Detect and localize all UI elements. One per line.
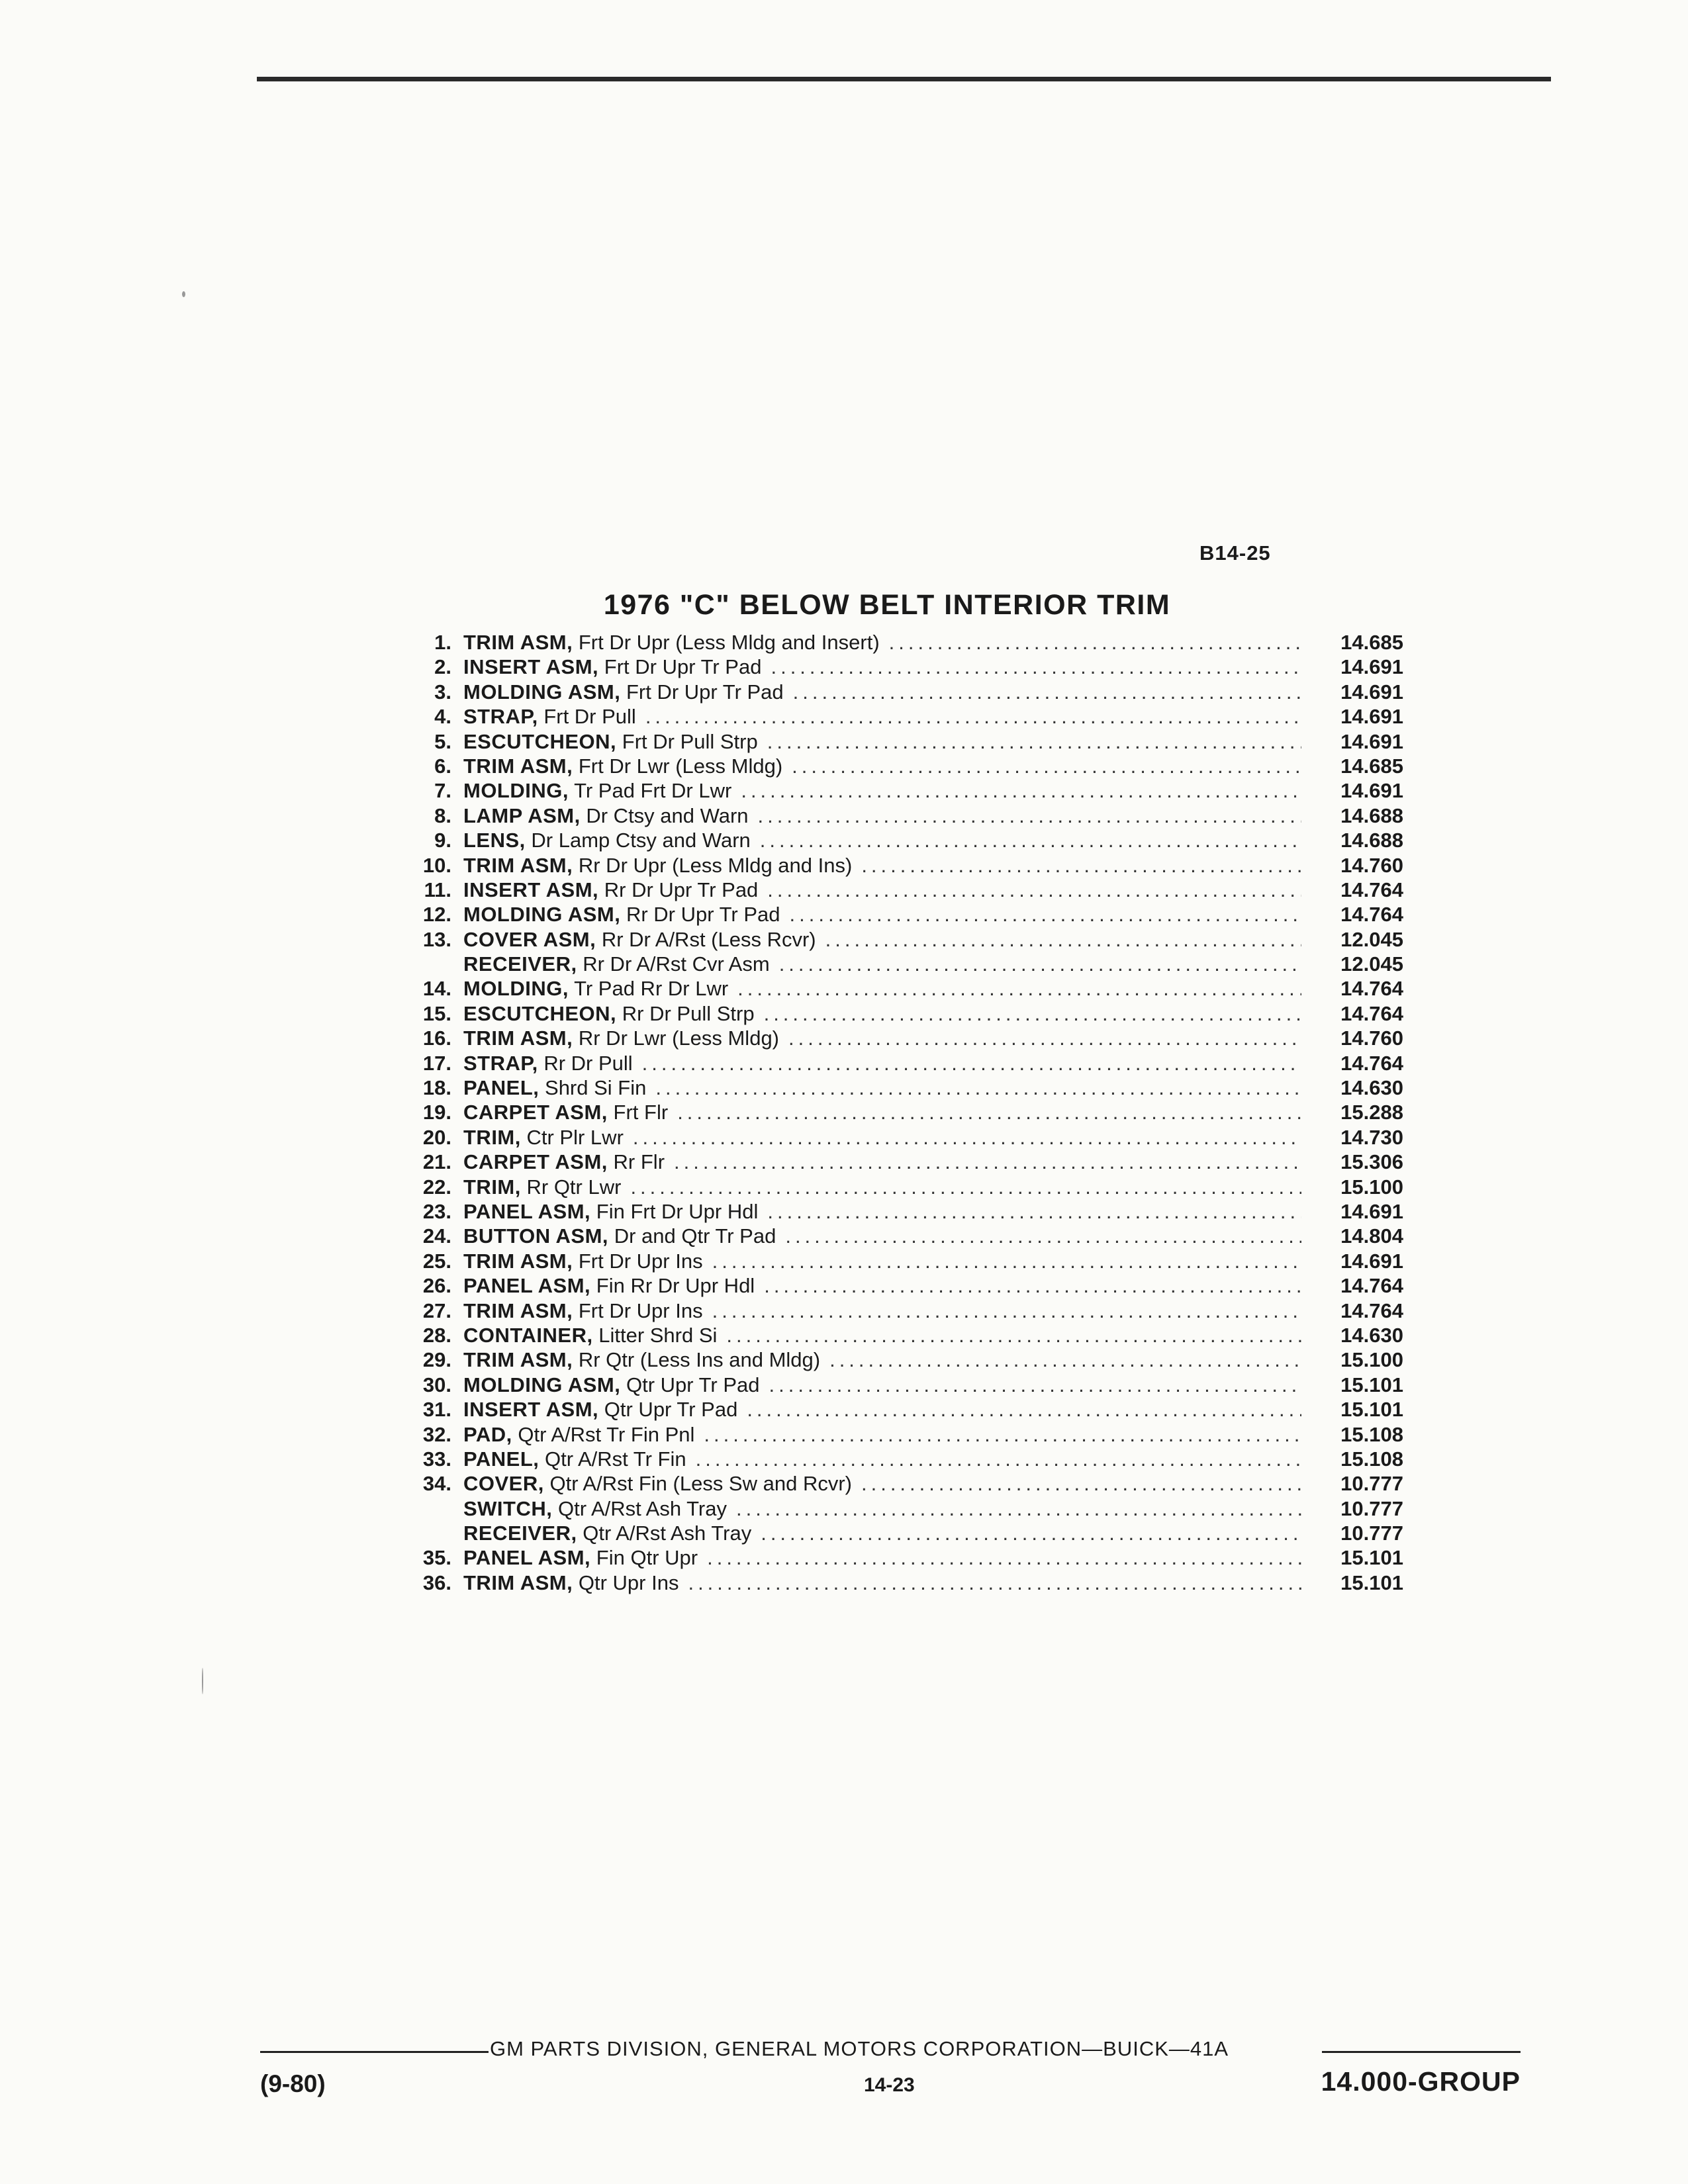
part-detail: Rr Dr A/Rst Cvr Asm: [583, 952, 770, 976]
leader-dots: [790, 902, 1302, 927]
part-description: [463, 1125, 624, 1150]
group-code: 14.685: [1340, 631, 1403, 654]
part-detail: Rr Flr: [613, 1150, 665, 1174]
part-detail: Qtr Upr Tr Pad: [604, 1398, 738, 1422]
group-code: 14.691: [1340, 1199, 1403, 1223]
part-detail: Rr Qtr Lwr: [526, 1175, 622, 1199]
part-detail: Shrd Si Fin: [545, 1076, 647, 1100]
part-description: [463, 902, 780, 927]
part-detail: Qtr Upr Ins: [578, 1570, 679, 1594]
part-row: [397, 1570, 1403, 1595]
part-name: PANEL,: [463, 1447, 539, 1471]
leader-dots: [764, 1001, 1301, 1026]
leader-dots: [674, 1150, 1301, 1174]
part-row: [397, 680, 1403, 704]
part-name: INSERT ASM,: [463, 655, 599, 679]
group-code: 15.101: [1340, 1570, 1403, 1594]
leader-dots: [736, 1496, 1301, 1521]
leader-dots: [747, 1397, 1301, 1422]
part-name: TRIM ASM,: [463, 1026, 573, 1050]
leader-dots: [655, 1075, 1301, 1100]
leader-dots: [741, 778, 1301, 803]
part-name: COVER ASM,: [463, 927, 596, 951]
leader-dots: [769, 1373, 1301, 1397]
group-code: 14.764: [1340, 1274, 1403, 1298]
part-row: [397, 630, 1403, 655]
leader-dots: [889, 630, 1301, 655]
part-name: TRIM ASM,: [463, 1249, 573, 1273]
part-detail: Qtr A/Rst Tr Fin Pnl: [518, 1422, 695, 1446]
part-detail: Fin Qtr Upr: [596, 1546, 698, 1570]
part-description: [463, 927, 816, 952]
group-code: 10.777: [1340, 1522, 1403, 1545]
part-name: PANEL ASM,: [463, 1546, 591, 1570]
parts-list: [397, 630, 1403, 1595]
part-number: 24.: [422, 1224, 451, 1248]
part-row: [397, 1125, 1403, 1150]
part-detail: Qtr A/Rst Tr Fin: [545, 1447, 686, 1471]
part-name: STRAP,: [463, 1051, 538, 1075]
leader-dots: [696, 1447, 1301, 1471]
group-code: 14.688: [1340, 803, 1403, 827]
part-detail: Qtr A/Rst Ash Tray: [558, 1496, 727, 1520]
part-row: [397, 729, 1403, 754]
group-code: 10.777: [1340, 1472, 1403, 1496]
part-name: ESCUTCHEON,: [463, 1001, 617, 1025]
part-number: 1.: [434, 631, 451, 654]
part-description: [463, 754, 782, 778]
part-name: MOLDING ASM,: [463, 903, 621, 927]
part-row: [397, 976, 1403, 1001]
part-description: [463, 1175, 621, 1199]
group-code: 14.685: [1340, 754, 1403, 778]
part-row: [397, 704, 1403, 729]
part-description: [463, 1051, 633, 1075]
part-number: 13.: [422, 927, 451, 951]
part-name: SWITCH,: [463, 1496, 553, 1520]
leader-dots: [761, 1521, 1301, 1545]
group-code: 15.100: [1340, 1175, 1403, 1199]
part-detail: Frt Dr Pull: [543, 705, 636, 729]
part-number: 26.: [422, 1274, 451, 1298]
footer-page-number: 14-23: [864, 2074, 915, 2096]
part-description: [463, 1496, 727, 1521]
group-code: 15.101: [1340, 1546, 1403, 1570]
leader-dots: [861, 853, 1301, 878]
part-row: [397, 828, 1403, 852]
part-number: 20.: [422, 1125, 451, 1149]
footer-rule-right: [1322, 2051, 1521, 2053]
leader-dots: [825, 927, 1301, 952]
part-name: TRIM,: [463, 1125, 521, 1149]
footer-corporation: GM PARTS DIVISION, GENERAL MOTORS CORPORATION—BUICK—41A: [490, 2037, 1229, 2060]
part-name: LAMP ASM,: [463, 803, 581, 827]
part-detail: Frt Flr: [613, 1101, 669, 1124]
leader-dots: [633, 1125, 1301, 1150]
part-number: 11.: [424, 878, 451, 901]
part-number: 9.: [434, 829, 451, 852]
part-row: [397, 1373, 1403, 1397]
part-detail: Frt Dr Upr Ins: [578, 1298, 703, 1322]
part-name: ESCUTCHEON,: [463, 729, 617, 753]
leader-dots: [793, 680, 1301, 704]
part-description: [463, 1224, 776, 1248]
part-name: COVER,: [463, 1472, 544, 1496]
part-name: INSERT ASM,: [463, 1398, 599, 1422]
part-name: MOLDING ASM,: [463, 680, 621, 704]
leader-dots: [630, 1175, 1301, 1199]
part-detail: Tr Pad Rr Dr Lwr: [574, 977, 729, 1001]
part-number: 19.: [422, 1101, 451, 1124]
group-code: 15.101: [1340, 1398, 1403, 1422]
part-number: 25.: [422, 1249, 451, 1273]
leader-dots: [712, 1298, 1301, 1323]
part-number: 7.: [434, 779, 451, 803]
part-number: 8.: [434, 803, 451, 827]
part-description: [463, 630, 880, 655]
part-detail: Frt Dr Upr Tr Pad: [604, 655, 762, 679]
group-code: 14.691: [1340, 705, 1403, 729]
part-description: [463, 1397, 737, 1422]
part-description: [463, 1026, 779, 1050]
part-number: 28.: [422, 1323, 451, 1347]
part-row: [397, 803, 1403, 828]
part-description: [463, 976, 728, 1001]
part-number: 33.: [422, 1447, 451, 1471]
page-title: 1976 "C" BELOW BELT INTERIOR TRIM: [603, 589, 1171, 621]
group-code: 14.764: [1340, 903, 1403, 927]
group-code: 15.306: [1340, 1150, 1403, 1174]
group-code: 14.691: [1340, 779, 1403, 803]
footer-date: (9-80): [260, 2070, 326, 2097]
part-detail: Qtr Upr Tr Pad: [626, 1373, 760, 1396]
part-detail: Frt Dr Upr Ins: [578, 1249, 703, 1273]
part-name: TRIM,: [463, 1175, 521, 1199]
leader-dots: [861, 1471, 1301, 1496]
part-detail: Rr Dr Pull: [543, 1051, 633, 1075]
group-code: 12.045: [1340, 952, 1403, 976]
part-name: TRIM ASM,: [463, 853, 573, 877]
part-name: MOLDING,: [463, 779, 569, 803]
part-detail: Dr Lamp Ctsy and Warn: [531, 829, 751, 852]
part-row: [397, 1150, 1403, 1174]
part-detail: Frt Dr Pull Strp: [622, 729, 758, 753]
part-row: [397, 1100, 1403, 1124]
part-number: 17.: [422, 1051, 451, 1075]
part-row: [397, 1273, 1403, 1298]
group-code: 14.630: [1340, 1323, 1403, 1347]
part-name: PANEL,: [463, 1076, 539, 1100]
part-name: CARPET ASM,: [463, 1150, 608, 1174]
part-description: [463, 952, 770, 976]
leader-dots: [767, 729, 1301, 754]
part-description: [463, 828, 751, 852]
leader-dots: [829, 1347, 1301, 1372]
leader-dots: [677, 1100, 1301, 1124]
leader-dots: [758, 803, 1301, 828]
part-row: [397, 853, 1403, 878]
part-row: [397, 1075, 1403, 1100]
part-description: [463, 1373, 760, 1397]
part-row: [397, 1471, 1403, 1496]
part-number: 29.: [422, 1348, 451, 1372]
part-detail: Litter Shrd Si: [598, 1323, 718, 1347]
part-description: [463, 778, 731, 803]
part-name: LENS,: [463, 829, 526, 852]
leader-dots: [764, 1273, 1301, 1298]
part-number: 22.: [422, 1175, 451, 1199]
part-row: [397, 1323, 1403, 1347]
part-description: [463, 1249, 703, 1273]
part-name: TRIM ASM,: [463, 1570, 573, 1594]
leader-dots: [707, 1545, 1301, 1570]
part-description: [463, 1347, 820, 1372]
part-description: [463, 1422, 694, 1447]
part-detail: Qtr A/Rst Ash Tray: [583, 1522, 752, 1545]
part-name: RECEIVER,: [463, 952, 577, 976]
part-name: TRIM ASM,: [463, 1298, 573, 1322]
part-description: [463, 729, 758, 754]
part-row: [397, 1175, 1403, 1199]
part-row: [397, 754, 1403, 778]
part-detail: Fin Rr Dr Upr Hdl: [596, 1274, 755, 1298]
part-name: TRIM ASM,: [463, 1348, 573, 1372]
scan-speck: [182, 291, 185, 297]
group-code: 14.691: [1340, 1249, 1403, 1273]
part-row: [397, 1347, 1403, 1372]
part-row: [397, 1298, 1403, 1323]
leader-dots: [737, 976, 1301, 1001]
part-number: 5.: [434, 729, 451, 753]
part-description: [463, 878, 758, 902]
part-description: [463, 1323, 717, 1347]
part-name: TRIM ASM,: [463, 754, 573, 778]
part-description: [463, 1298, 703, 1323]
group-code: 10.777: [1340, 1496, 1403, 1520]
footer-rule-left: [260, 2051, 489, 2053]
part-name: BUTTON ASM,: [463, 1224, 609, 1248]
part-number: 36.: [422, 1570, 451, 1594]
part-detail: Qtr A/Rst Fin (Less Sw and Rcvr): [549, 1472, 852, 1496]
part-row: [397, 1521, 1403, 1545]
part-description: [463, 680, 784, 704]
part-number: 31.: [422, 1398, 451, 1422]
group-code: 15.288: [1340, 1101, 1403, 1124]
group-code: 14.764: [1340, 878, 1403, 901]
part-row: [397, 1496, 1403, 1521]
part-detail: Frt Dr Upr Tr Pad: [626, 680, 784, 704]
part-number: 3.: [434, 680, 451, 704]
part-number: 18.: [422, 1076, 451, 1100]
part-description: [463, 1150, 665, 1174]
part-row: [397, 878, 1403, 902]
part-row: [397, 952, 1403, 976]
leader-dots: [792, 754, 1301, 778]
leader-dots: [785, 1224, 1301, 1248]
leader-dots: [767, 878, 1301, 902]
part-detail: Rr Dr Upr Tr Pad: [604, 878, 759, 901]
part-description: [463, 704, 636, 729]
group-code: 14.691: [1340, 655, 1403, 679]
part-name: RECEIVER,: [463, 1522, 577, 1545]
part-number: 30.: [422, 1373, 451, 1396]
part-description: [463, 1199, 758, 1224]
part-row: [397, 1249, 1403, 1273]
leader-dots: [712, 1249, 1301, 1273]
footer-group-code: 14.000-GROUP: [1321, 2066, 1521, 2097]
leader-dots: [779, 952, 1301, 976]
part-row: [397, 1545, 1403, 1570]
leader-dots: [726, 1323, 1301, 1347]
part-number: 6.: [434, 754, 451, 778]
part-row: [397, 1422, 1403, 1447]
part-row: [397, 778, 1403, 803]
part-number: 14.: [422, 977, 451, 1001]
leader-dots: [767, 1199, 1301, 1224]
group-code: 14.764: [1340, 977, 1403, 1001]
part-detail: Dr and Qtr Tr Pad: [614, 1224, 776, 1248]
part-number: 34.: [422, 1472, 451, 1496]
part-number: 21.: [422, 1150, 451, 1174]
part-number: 10.: [422, 853, 451, 877]
part-description: [463, 655, 761, 679]
part-description: [463, 853, 852, 878]
figure-reference-code: B14-25: [1199, 541, 1271, 565]
part-number: 12.: [422, 903, 451, 927]
leader-dots: [760, 828, 1301, 852]
part-detail: Tr Pad Frt Dr Lwr: [574, 779, 732, 803]
part-detail: Rr Dr A/Rst (Less Rcvr): [601, 927, 816, 951]
part-description: [463, 1001, 755, 1026]
part-description: [463, 1075, 646, 1100]
part-number: 16.: [422, 1026, 451, 1050]
part-detail: Dr Ctsy and Warn: [586, 803, 749, 827]
part-name: MOLDING,: [463, 977, 569, 1001]
leader-dots: [688, 1570, 1301, 1595]
part-row: [397, 1051, 1403, 1075]
group-code: 14.804: [1340, 1224, 1403, 1248]
part-detail: Rr Dr Upr Tr Pad: [626, 903, 780, 927]
part-name: INSERT ASM,: [463, 878, 599, 901]
part-number: 23.: [422, 1199, 451, 1223]
group-code: 14.730: [1340, 1125, 1403, 1149]
part-description: [463, 1273, 755, 1298]
group-code: 14.691: [1340, 680, 1403, 704]
part-name: CONTAINER,: [463, 1323, 593, 1347]
part-number: 32.: [422, 1422, 451, 1446]
group-code: 14.764: [1340, 1298, 1403, 1322]
part-row: [397, 927, 1403, 952]
part-row: [397, 902, 1403, 927]
part-name: CARPET ASM,: [463, 1101, 608, 1124]
scan-speck: [202, 1668, 203, 1694]
top-rule: [257, 77, 1551, 81]
group-code: 14.764: [1340, 1001, 1403, 1025]
part-name: PANEL ASM,: [463, 1274, 591, 1298]
part-name: STRAP,: [463, 705, 538, 729]
part-row: [397, 1001, 1403, 1026]
leader-dots: [771, 655, 1301, 679]
part-name: PAD,: [463, 1422, 512, 1446]
part-name: TRIM ASM,: [463, 631, 573, 654]
part-row: [397, 1447, 1403, 1471]
part-number: 2.: [434, 655, 451, 679]
part-row: [397, 655, 1403, 679]
part-number: 15.: [422, 1001, 451, 1025]
part-row: [397, 1224, 1403, 1248]
part-detail: Frt Dr Upr (Less Mldg and Insert): [578, 631, 880, 654]
part-description: [463, 803, 749, 828]
part-detail: Ctr Plr Lwr: [526, 1125, 624, 1149]
part-detail: Rr Dr Upr (Less Mldg and Ins): [578, 853, 853, 877]
part-name: PANEL ASM,: [463, 1199, 591, 1223]
part-number: 35.: [422, 1546, 451, 1570]
group-code: 14.760: [1340, 853, 1403, 877]
part-number: 27.: [422, 1298, 451, 1322]
group-code: 14.630: [1340, 1076, 1403, 1100]
part-detail: Frt Dr Lwr (Less Mldg): [578, 754, 783, 778]
part-detail: Rr Dr Lwr (Less Mldg): [578, 1026, 780, 1050]
group-code: 15.108: [1340, 1422, 1403, 1446]
group-code: 14.691: [1340, 729, 1403, 753]
group-code: 15.101: [1340, 1373, 1403, 1396]
part-number: 4.: [434, 705, 451, 729]
leader-dots: [704, 1422, 1301, 1447]
part-detail: Rr Qtr (Less Ins and Mldg): [578, 1348, 821, 1372]
part-description: [463, 1570, 679, 1595]
part-description: [463, 1447, 686, 1471]
group-code: 12.045: [1340, 927, 1403, 951]
part-row: [397, 1397, 1403, 1422]
part-description: [463, 1545, 698, 1570]
part-detail: Rr Dr Pull Strp: [622, 1001, 755, 1025]
part-name: MOLDING ASM,: [463, 1373, 621, 1396]
part-detail: Fin Frt Dr Upr Hdl: [596, 1199, 759, 1223]
group-code: 14.688: [1340, 829, 1403, 852]
leader-dots: [645, 704, 1301, 729]
group-code: 15.100: [1340, 1348, 1403, 1372]
group-code: 15.108: [1340, 1447, 1403, 1471]
group-code: 14.764: [1340, 1051, 1403, 1075]
part-description: [463, 1100, 668, 1124]
part-description: [463, 1521, 751, 1545]
leader-dots: [642, 1051, 1301, 1075]
part-row: [397, 1026, 1403, 1050]
part-row: [397, 1199, 1403, 1224]
part-description: [463, 1471, 852, 1496]
group-code: 14.760: [1340, 1026, 1403, 1050]
leader-dots: [788, 1026, 1301, 1050]
